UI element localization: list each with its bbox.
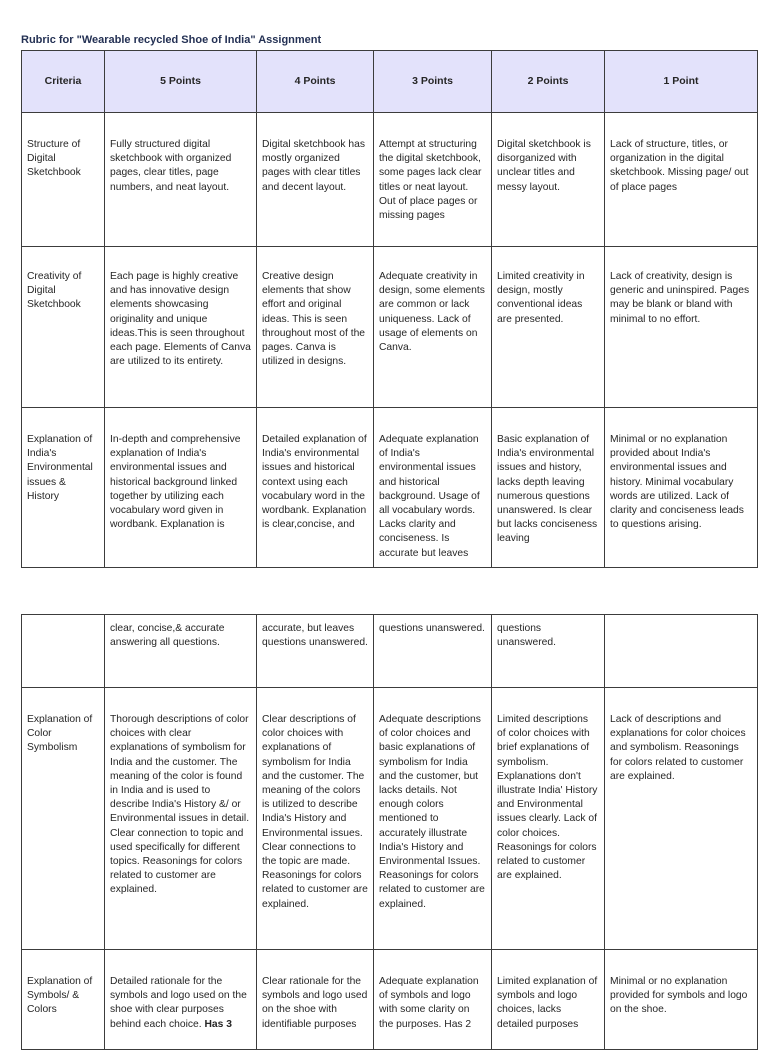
criteria-cell: Structure of Digital Sketchbook bbox=[22, 113, 105, 247]
header-2-points: 2 Points bbox=[492, 51, 605, 113]
score-5-cell: Each page is highly creative and has innovative design elements showcasing originality and unique ideas.This is seen throughout each page. Elements of Canva are utilized to its entirety. bbox=[105, 247, 257, 408]
table-row bbox=[22, 408, 758, 568]
header-5-points: 5 Points bbox=[105, 51, 257, 113]
score-1-cell: Lack of creativity, design is generic and uninspired. Pages may be blank or bland with minimal to no effort. bbox=[605, 247, 758, 408]
table-row bbox=[22, 688, 758, 950]
score-3-cell: questions unanswered. bbox=[374, 615, 492, 688]
table-row bbox=[22, 247, 758, 408]
rubric-table-continued bbox=[21, 614, 758, 1050]
score-5-cell: Thorough descriptions of color choices with clear explanations of symbolism for India and the customer. The meaning of the color is found in India and is used to describe India's History &/ or Environmental issues in detail. Clear connection to topic and used specifically for different topics. Reasonings for colors related to customer are explained. bbox=[105, 688, 257, 950]
score-1-cell bbox=[605, 615, 758, 688]
score-5-cell: Fully structured digital sketchbook with organized pages, clear titles, page numbers, and neat layout. bbox=[105, 113, 257, 247]
score-4-cell: Digital sketchbook has mostly organized pages with clear titles and decent layout. bbox=[257, 113, 374, 247]
score-2-cell: Limited creativity in design, mostly conventional ideas are presented. bbox=[492, 247, 605, 408]
criteria-cell: Explanation of Color Symbolism bbox=[22, 688, 105, 950]
score-1-cell: Minimal or no explanation provided about India's environmental issues and history. Minimal vocabulary words are utilized. Lack of clarity and conciseness leads to questions arising. bbox=[605, 408, 758, 568]
header-3-points: 3 Points bbox=[374, 51, 492, 113]
score-1-cell: Lack of structure, titles, or organization in the digital sketchbook. Missing page/ out of place pages bbox=[605, 113, 758, 247]
score-5-cell bbox=[105, 950, 257, 1050]
score-5-cell: In-depth and comprehensive explanation of India's environmental issues and historical background linked together by utilizing each vocabulary word given in wordbank. Explanation is bbox=[105, 408, 257, 568]
table-row bbox=[22, 113, 758, 247]
table-row bbox=[22, 615, 758, 688]
score-2-cell: questions unanswered. bbox=[492, 615, 605, 688]
score-4-cell: Clear descriptions of color choices with explanations of symbolism for India and the customer. The meaning of the colors is utilized to describe India's History and Environmental issues. Clear connections to the topic are made. Reasonings for colors related to customer are explained. bbox=[257, 688, 374, 950]
header-row bbox=[22, 51, 758, 113]
score-3-cell: Adequate explanation of India's environmental issues and historical background. Usage of all vocabulary words. Lacks clarity and conciseness. Is accurate but leaves bbox=[374, 408, 492, 568]
page-title: Rubric for "Wearable recycled Shoe of India" Assignment bbox=[21, 34, 322, 46]
criteria-cell: Explanation of Symbols/ & Colors bbox=[22, 950, 105, 1050]
score-2-cell: Digital sketchbook is disorganized with unclear titles and messy layout. bbox=[492, 113, 605, 247]
score-3-cell: Adequate explanation of symbols and logo with some clarity on the purposes. Has 2 bbox=[374, 950, 492, 1050]
score-1-cell: Lack of descriptions and explanations for color choices and symbolism. Reasonings for colors related to customer are explained. bbox=[605, 688, 758, 950]
header-1-point: 1 Point bbox=[605, 51, 758, 113]
score-5-bold-text: Has 3 bbox=[204, 1018, 232, 1030]
score-2-cell: Basic explanation of India's environmental issues and history, lacks depth leaving numerous questions unanswered. Is clear but lacks conciseness leaving bbox=[492, 408, 605, 568]
score-2-cell: Limited explanation of symbols and logo choices, lacks detailed purposes bbox=[492, 950, 605, 1050]
score-4-cell: Clear rationale for the symbols and logo used on the shoe with identifiable purposes bbox=[257, 950, 374, 1050]
score-4-cell: accurate, but leaves questions unanswered. bbox=[257, 615, 374, 688]
criteria-cell bbox=[22, 615, 105, 688]
header-4-points: 4 Points bbox=[257, 51, 374, 113]
score-3-cell: Adequate creativity in design, some elements are common or lack uniqueness. Lack of usage of elements on Canva. bbox=[374, 247, 492, 408]
score-3-cell: Adequate descriptions of color choices and basic explanations of symbolism for India and the customer, but lacks details. Not enough colors mentioned to accurately illustrate India's History and Environmental Issues. Reasonings for colors related to customer are explained. bbox=[374, 688, 492, 950]
criteria-cell: Creativity of Digital Sketchbook bbox=[22, 247, 105, 408]
score-4-cell: Detailed explanation of India's environmental issues and historical context using each vocabulary word in the wordbank. Explanation is clear,concise, and bbox=[257, 408, 374, 568]
score-3-cell: Attempt at structuring the digital sketchbook, some pages lack clear titles or neat layout. Out of place pages or missing pages bbox=[374, 113, 492, 247]
table-row bbox=[22, 950, 758, 1050]
score-4-cell: Creative design elements that show effort and original ideas. This is seen throughout most of the pages. Canva is utilized in designs. bbox=[257, 247, 374, 408]
score-5-text: Detailed rationale for the symbols and logo used on the shoe with clear purposes behind each choice. bbox=[110, 976, 247, 1030]
criteria-cell: Explanation of India's Environmental issues & History bbox=[22, 408, 105, 568]
header-criteria: Criteria bbox=[22, 51, 105, 113]
score-5-cell: clear, concise,& accurate answering all questions. bbox=[105, 615, 257, 688]
score-2-cell: Limited descriptions of color choices with brief explanations of symbolism. Explanations don't illustrate India' History and Environmental issues clearly. Lack of color choices. Reasonings for colors related to customer are explained. bbox=[492, 688, 605, 950]
rubric-table-top bbox=[21, 50, 758, 568]
score-1-cell: Minimal or no explanation provided for symbols and logo on the shoe. bbox=[605, 950, 758, 1050]
